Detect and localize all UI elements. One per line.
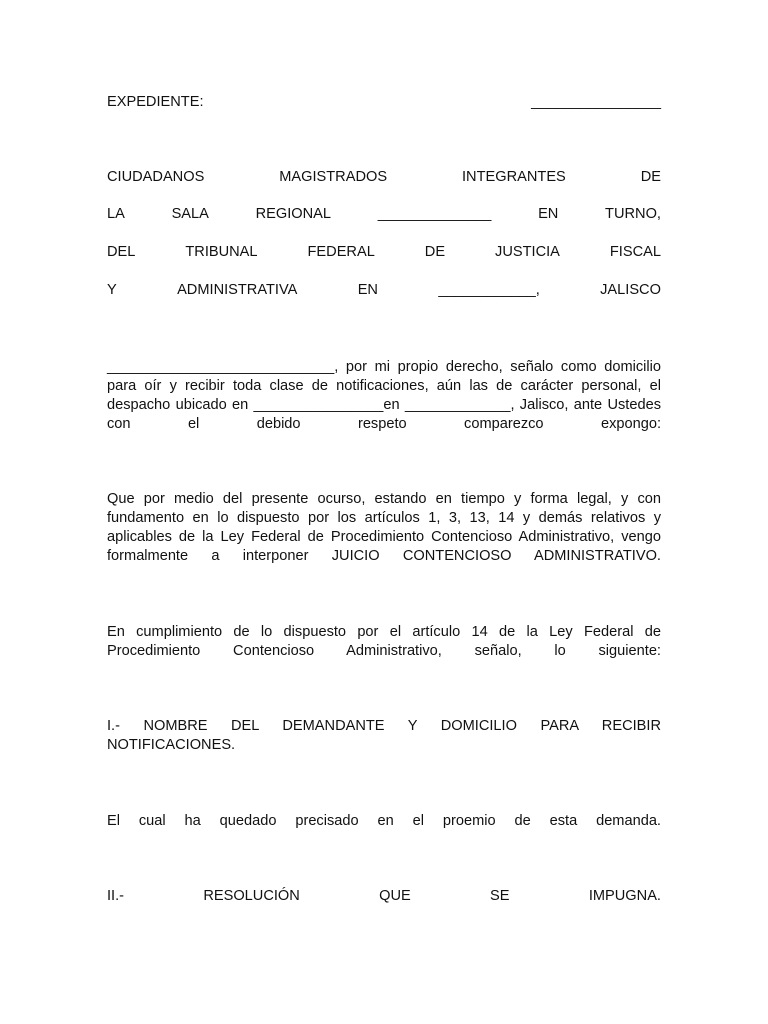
- address-word: FEDERAL: [307, 244, 375, 260]
- expediente-line: [107, 93, 661, 112]
- address-word: EN: [357, 282, 378, 298]
- address-word: TRIBUNAL: [185, 244, 258, 260]
- section-heading-continuation: NOTIFICACIONES.: [107, 737, 236, 753]
- address-word: JALISCO: [600, 282, 661, 298]
- proemio-line: con el debido respeto comparezco expongo:: [107, 416, 661, 432]
- address-word: TURNO,: [605, 206, 661, 222]
- proemio-line: despacho ubicado en ________________en _____________, Jalisco, ante Ustedes: [107, 397, 661, 413]
- paragraph-line: aplicables de la Ley Federal de Procedimiento Contencioso Administrativo, vengo: [107, 529, 661, 545]
- address-word: CIUDADANOS: [107, 169, 205, 185]
- section-word: QUE: [379, 888, 411, 904]
- address-word: FISCAL: [609, 244, 661, 260]
- section-heading: [107, 887, 661, 906]
- address-word: DE: [424, 244, 446, 260]
- expediente-blank: ________________: [531, 94, 661, 110]
- address-word: SALA: [171, 206, 209, 222]
- address-word: LA: [107, 206, 125, 222]
- address-word: INTEGRANTES: [462, 169, 566, 185]
- paragraph-line: Procedimiento Contencioso Administrativo, señalo, lo siguiente:: [107, 643, 661, 659]
- paragraph-line: formalmente a interponer JUICIO CONTENCIOSO ADMINISTRATIVO.: [107, 548, 661, 564]
- paragraph-line: fundamento en lo dispuesto por los artículos 1, 3, 13, 14 y demás relativos y: [107, 510, 661, 526]
- address-word: DEL: [107, 244, 136, 260]
- proemio-line: ____________________________, por mi propio derecho, señalo como domicilio: [107, 359, 661, 375]
- address-word: Y: [107, 282, 117, 298]
- paragraph-line: Que por medio del presente ocurso, estando en tiempo y forma legal, y con: [107, 491, 661, 507]
- proemio-line: para oír y recibir toda clase de notificaciones, aún las de carácter personal, el: [107, 378, 661, 394]
- sala-blank: ______________: [377, 206, 492, 222]
- address-word: JUSTICIA: [495, 244, 560, 260]
- section-word: SE: [490, 888, 510, 904]
- address-word: ADMINISTRATIVA: [177, 282, 298, 298]
- section-text: El cual ha quedado precisado en el proemio de esta demanda.: [107, 813, 661, 829]
- city-blank: ____________,: [438, 282, 540, 298]
- paragraph-line: En cumplimiento de lo dispuesto por el artículo 14 de la Ley Federal de: [107, 624, 661, 640]
- section-word: IMPUGNA.: [588, 888, 661, 904]
- section-word: II.-: [107, 888, 125, 904]
- expediente-label: EXPEDIENTE:: [107, 94, 204, 110]
- address-word: EN: [538, 206, 559, 222]
- section-word: RESOLUCIÓN: [203, 888, 300, 904]
- address-word: DE: [640, 169, 661, 185]
- address-word: MAGISTRADOS: [279, 169, 388, 185]
- address-line-2: [107, 205, 661, 224]
- address-line-3: [107, 243, 661, 262]
- address-line-1: [107, 168, 661, 187]
- address-word: REGIONAL: [255, 206, 332, 222]
- document-page: [107, 0, 661, 1024]
- section-heading: I.- NOMBRE DEL DEMANDANTE Y DOMICILIO PARA RECIBIR: [107, 718, 661, 734]
- address-line-4: [107, 281, 661, 300]
